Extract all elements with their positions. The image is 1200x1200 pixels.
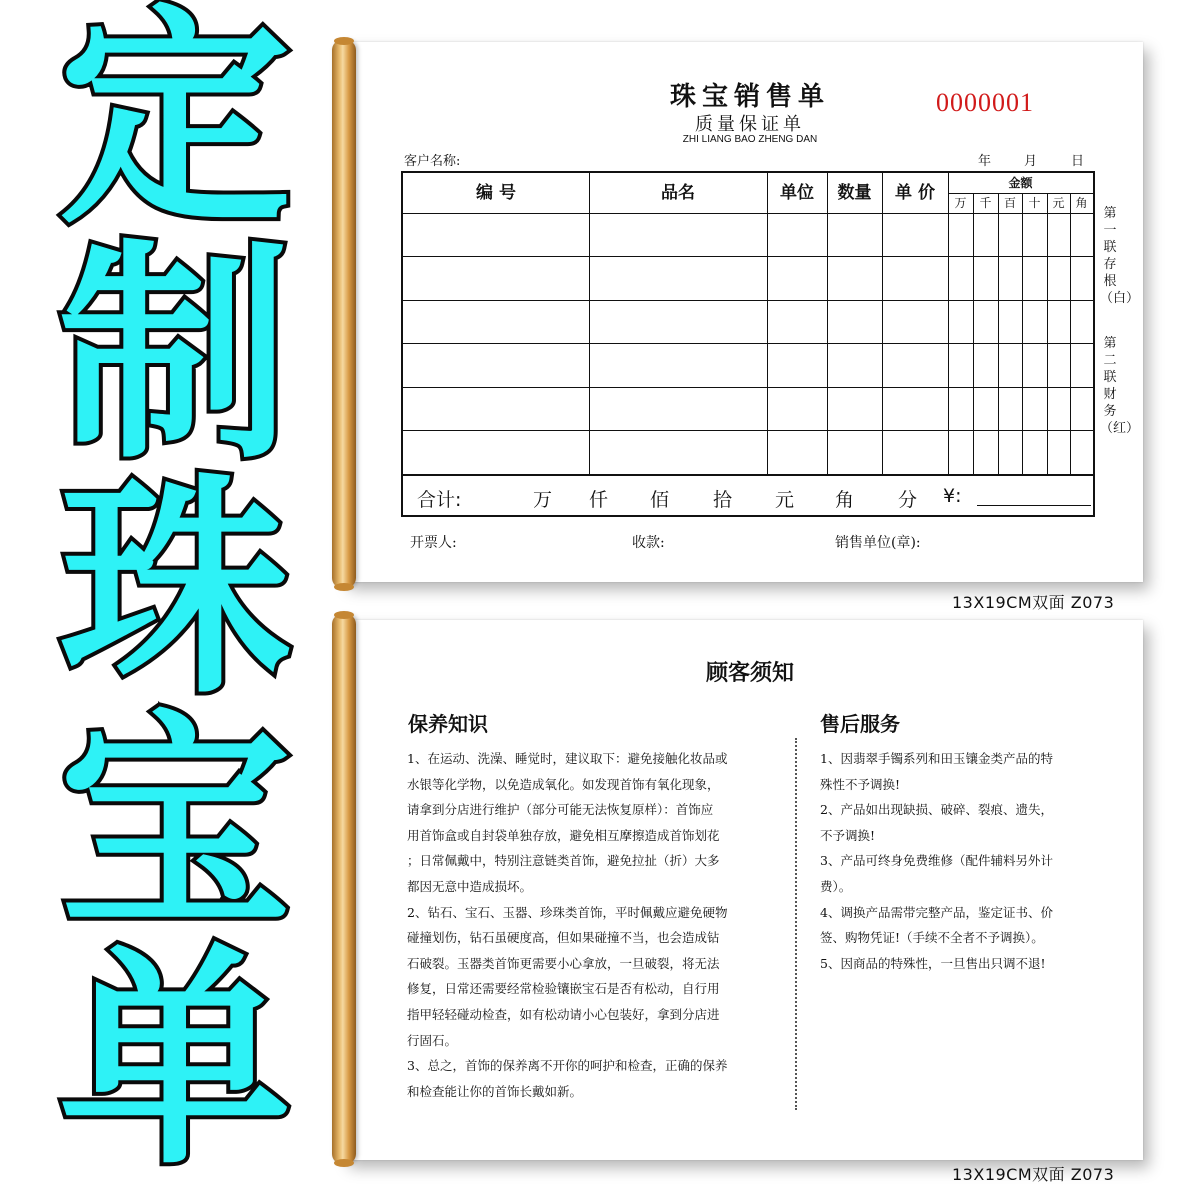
form-subtitle-pinyin: ZHI LIANG BAO ZHENG DAN	[682, 134, 818, 145]
form-subtitle: 质量保证单	[695, 114, 805, 135]
total-unit: 元	[775, 489, 795, 511]
care-heading: 保养知识	[408, 712, 488, 736]
total-row	[403, 476, 1093, 518]
date-year-label: 年	[978, 154, 992, 169]
service-heading: 售后服务	[820, 712, 900, 736]
notice-title: 顾客须知	[705, 661, 794, 686]
date-month-label: 月	[1024, 154, 1038, 169]
drawer-label: 开票人:	[410, 535, 457, 551]
amount-digit-label: 千	[979, 196, 992, 210]
col-header-item-name: 品名	[661, 183, 695, 203]
promo-title	[30, 0, 320, 1200]
col-header-quantity: 数量	[837, 183, 872, 203]
total-unit: 仟	[589, 489, 609, 511]
promo-title-char: 珠	[58, 455, 291, 725]
promo-title-char: 制	[58, 220, 291, 490]
promo-title-char: 定	[58, 0, 291, 255]
size-caption: 13X19CM双面 Z073	[952, 593, 1115, 612]
seller-label: 销售单位(章):	[835, 535, 921, 551]
amount-digit-label: 元	[1052, 196, 1065, 210]
service-text: 1、因翡翠手镯系列和田玉镶金类产品的特 殊性不予调换! 2、产品如出现缺损、破碎、裂痕、遗失， 不予调换! 3、产品可终身免费维修（配件辅料另外计 费）。 4、调换产品需带完整产品，鉴定证书、价 签、购物凭证!（手续不全者不予调换）。 5、因商品的特殊性，一旦售出只调不退!	[820, 751, 1053, 971]
care-text: 1、在运动、洗澡、睡觉时，建议取下：避免接触化妆品或 水银等化学物，以免造成氧化。如发现首饰有氧化现象， 请拿到分店进行维护（部分可能无法恢复原样）：首饰应 用首饰盒或自封袋单独存放，避免相互摩擦造成首饰划花 ；日常佩戴中，特别注意链类首饰，避免拉扯（折）大多 都因无意中造成损坏。 2、钻石、宝石、玉器、珍珠类首饰，平时佩戴应避免硬物 碰撞划伤，钻石虽硬度高，但如果碰撞不当，也会造成钻 石破裂。玉器类首饰更需要小心拿放，一旦破裂，将无法 修复，日常还需要经常检验镶嵌宝石是否有松动，自行用 指甲轻轻碰动检查，如有松动请小心包装好，拿到分店进 行固石。 3、总之，首饰的保养离不开你的呵护和检查，正确的保养 和检查能让你的首饰长戴如新。	[407, 751, 728, 1099]
total-label: 合计:	[417, 489, 462, 511]
col-header-unit: 单位	[780, 183, 814, 203]
total-unit: 拾	[713, 489, 733, 511]
col-header-amount: 金额	[1008, 176, 1033, 190]
amount-digit-label: 十	[1028, 196, 1041, 210]
col-header-unit-price: 单 价	[895, 183, 935, 203]
promo-title-char: 单	[58, 925, 291, 1195]
customer-name-label: 客户名称:	[404, 154, 461, 169]
back-binding-spine	[332, 614, 356, 1164]
sales-table	[401, 171, 1095, 517]
total-unit: 佰	[650, 489, 670, 511]
serial-number: 0000001	[936, 88, 1034, 117]
total-unit: 分	[898, 489, 918, 511]
amount-digit-label: 万	[954, 196, 967, 210]
promo-title-char: 宝	[58, 690, 291, 960]
copy-note-stub: 第一联存根（白）	[1100, 206, 1140, 306]
date-day-label: 日	[1071, 154, 1085, 169]
copy-note-finance: 第二联财务（红）	[1100, 336, 1140, 436]
amount-digit-label: 百	[1003, 196, 1016, 210]
total-currency: ¥:	[943, 485, 962, 507]
size-caption: 13X19CM双面 Z073	[952, 1165, 1115, 1184]
front-binding-spine	[332, 40, 356, 588]
total-amount-line	[977, 505, 1091, 506]
amount-digit-label: 角	[1075, 196, 1088, 210]
total-unit: 角	[835, 489, 855, 511]
col-header-code: 编 号	[476, 183, 516, 203]
total-unit: 万	[533, 489, 553, 511]
form-title: 珠宝销售单	[669, 82, 830, 112]
payee-label: 收款:	[632, 535, 665, 551]
column-divider	[795, 738, 797, 1110]
